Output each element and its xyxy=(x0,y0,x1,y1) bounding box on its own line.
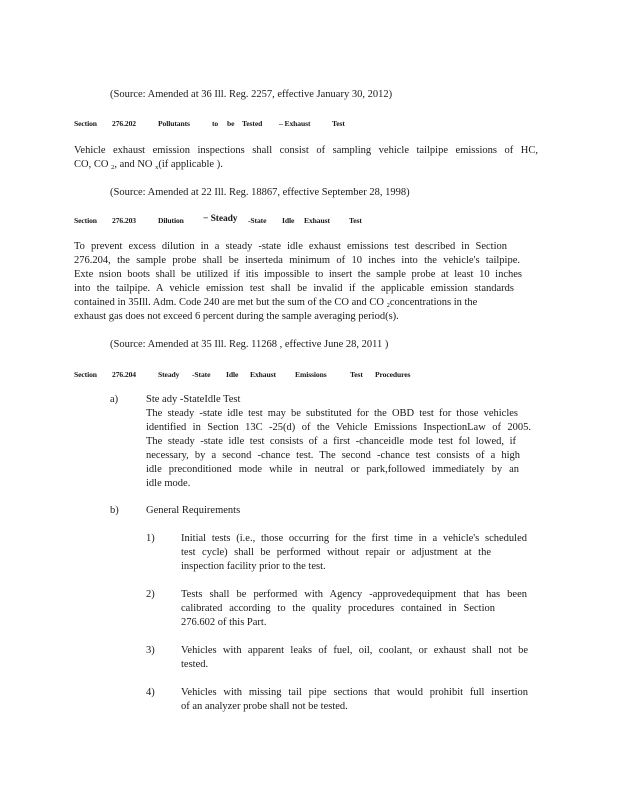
paragraph-203-line: exhaust gas does not exceed 6 percent during the sample averaging period(s). xyxy=(74,311,399,322)
section-title-word: Test xyxy=(350,370,363,379)
section-title-word: Idle xyxy=(226,370,239,379)
item-b3-line: Vehicles with apparent leaks of fuel, oil, coolant, or exhaust shall not be xyxy=(181,645,528,656)
list-marker-a: a) xyxy=(110,394,119,405)
section-title-word: Procedures xyxy=(375,370,411,379)
section-title-word: be xyxy=(227,119,235,128)
section-title-word: Tested xyxy=(242,119,263,128)
text-run: CO, CO xyxy=(74,159,109,170)
section-label: Section xyxy=(74,119,97,128)
paragraph-203-line: Exte nsion boots shall be utilized if itis impossible to insert the sample probe at least 10 inches xyxy=(74,269,522,280)
subscript: 2 xyxy=(111,164,115,171)
paragraph-203-line xyxy=(74,296,538,309)
section-heading-276-202 xyxy=(0,117,618,129)
item-a-line: idle preconditioned mode while in neutral or park,followed immediately by an xyxy=(146,464,519,475)
item-b1-line: test cycle) shall be performed without repair or adjustment at the xyxy=(181,547,491,558)
paragraph-203-line: To prevent excess dilution in a steady -state idle exhaust emissions test described in Section xyxy=(74,241,507,252)
section-title-word: Dilution xyxy=(158,216,184,225)
text-run: contained in 35Ill. Adm. Code 240 are met but the sum of the CO and CO xyxy=(74,297,384,308)
section-label: Section xyxy=(74,370,97,379)
section-heading-276-203 xyxy=(0,214,618,226)
item-b2-line: calibrated according to the quality procedures contained in Section xyxy=(181,603,495,614)
paragraph-203-line: 276.204, the sample probe shall be inserteda minimum of 10 inches into the vehicle's tailpipe. xyxy=(74,255,520,266)
list-marker-b1: 1) xyxy=(146,533,155,544)
section-title-word: Pollutants xyxy=(158,119,190,128)
item-a-line: The steady -state idle test consists of a first -chanceidle mode test fol lowed, if xyxy=(146,436,516,447)
paragraph-203-line: into the tailpipe. A vehicle emission test shall be invalid if the applicable emission standards xyxy=(74,283,514,294)
section-title-word: − Steady xyxy=(203,214,238,224)
item-a-line: The steady -state idle test may be substituted for the OBD test for those vehicles xyxy=(146,408,518,419)
list-marker-b: b) xyxy=(110,505,119,516)
item-b1-line: inspection facility prior to the test. xyxy=(181,561,326,572)
subscript: 2 xyxy=(386,302,390,309)
section-number: 276.202 xyxy=(112,119,136,128)
item-b-title: General Requirements xyxy=(146,505,241,516)
source-note-204: (Source: Amended at 35 Ill. Reg. 11268 , effective June 28, 2011 ) xyxy=(110,339,389,350)
list-marker-b4: 4) xyxy=(146,687,155,698)
text-run: concentrations in the xyxy=(389,297,478,308)
section-title-word: -State xyxy=(192,370,211,379)
section-title-word: Idle xyxy=(282,216,295,225)
subscript: x xyxy=(155,164,159,171)
item-b1-line: Initial tests (i.e., those occurring for the first time in a vehicle's scheduled xyxy=(181,533,527,544)
section-title-word: Exhaust xyxy=(250,370,276,379)
section-title-word: Exhaust xyxy=(304,216,330,225)
item-a-line: idle mode. xyxy=(146,478,191,489)
list-marker-b3: 3) xyxy=(146,645,155,656)
source-note-202: (Source: Amended at 36 Ill. Reg. 2257, effective January 30, 2012) xyxy=(110,89,393,100)
section-title-word: -State xyxy=(248,216,267,225)
source-note-203: (Source: Amended at 22 Ill. Reg. 18867, effective September 28, 1998) xyxy=(110,187,410,198)
text-run: , and NO xyxy=(114,159,153,170)
item-a-line: necessary, by a second -chance test. The second -chance test consists of a high xyxy=(146,450,520,461)
section-number: 276.204 xyxy=(112,370,136,379)
paragraph-202-line: Vehicle exhaust emission inspections shall consist of sampling vehicle tailpipe emissions of HC, xyxy=(74,145,538,156)
section-heading-276-204 xyxy=(0,368,618,380)
section-title-word: Emissions xyxy=(295,370,327,379)
item-b4-line: Vehicles with missing tail pipe sections that would prohibit full insertion xyxy=(181,687,528,698)
section-number: 276.203 xyxy=(112,216,136,225)
text-run: (if applicable ). xyxy=(158,159,223,170)
item-b2-line: 276.602 of this Part. xyxy=(181,617,267,628)
item-b3-line: tested. xyxy=(181,659,209,670)
section-title-word: Test xyxy=(332,119,345,128)
item-a-title: Ste ady -StateIdle Test xyxy=(146,394,241,405)
section-title-word: – Exhaust xyxy=(279,119,311,128)
item-b4-line: of an analyzer probe shall not be tested. xyxy=(181,701,348,712)
section-title-word: Steady xyxy=(158,370,180,379)
section-label: Section xyxy=(74,216,97,225)
paragraph-202-line xyxy=(74,158,223,171)
list-marker-b2: 2) xyxy=(146,589,155,600)
section-title-word: Test xyxy=(349,216,362,225)
section-title-word: to xyxy=(212,119,219,128)
item-a-line: identified in Section 13C -25(d) of the Vehicle Emissions InspectionLaw of 2005. xyxy=(146,422,531,433)
item-b2-line: Tests shall be performed with Agency -approvedequipment that has been xyxy=(181,589,527,600)
